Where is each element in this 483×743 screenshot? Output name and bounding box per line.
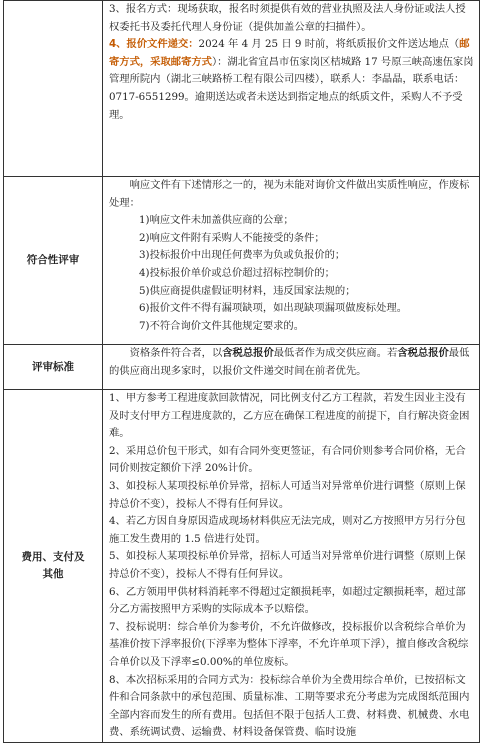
fees-item: 7、投标说明：综合单价为参考价，不允许做修改，投标报价以含税综合单价为基准价按下浮率报价(下浮率为整体下浮率，不允许单项下浮），擅自修改含税综合单价以及下浮率≤0.00%的单位废标。 (109, 620, 469, 668)
submission-label-cell (4, 1, 103, 177)
submission-content-cell (103, 1, 480, 177)
fees-label (4, 390, 103, 743)
compliance-item: 4)投标报价单价或总价超过招标控制价的； (139, 266, 335, 279)
fees-item: 5、如投标人某项投标单价异常，招标人可适当对异常单价进行调整（原则上保持总价不变），投标人不得有任何异议。 (109, 550, 466, 580)
fees-item: 2、采用总价包干形式，如有合同外变更签证，有合同价则参考合同价格，无合同价则按定额价下浮 20%计价。 (109, 444, 466, 475)
submission-address-text: ）：湖北省宜昌市伍家岗区桔城路 17 号原三峡高速伍家岗管理所院内（湖北三峡路桥工程有限公司四楼），联系人：李晶晶，联系电话：0717-6551299。逾期送达或者未送达到指定地点的纸质文件，采购人不予受理。 (109, 55, 474, 121)
registration-method-text: 3、报名方式：现场获取，报名时须提供有效的营业执照及法人身份证或法人授权委托书及委托代理人身份证（提供加盖公章的扫描件）。 (109, 3, 466, 33)
compliance-intro: 响应文件有下述情形之一的，视为未能对询价文件做出实质性响应，作废标处理： (109, 179, 470, 209)
fees-item: 4、若乙方因自身原因造成现场材料供应无法完成，则对乙方按照甲方另行分包施工发生费用的 1.5 倍进行处罚。 (109, 515, 466, 545)
submission-heading: 4、报价文件递交： (109, 38, 199, 51)
fees-content-cell (103, 390, 480, 743)
fees-label-line-2: 其他 (42, 567, 64, 580)
criteria-bold-2: 含税总报价 (397, 347, 449, 359)
criteria-label: 评审标准 (4, 345, 103, 390)
procurement-terms-table (3, 0, 480, 743)
criteria-text (109, 345, 475, 380)
fees-label-line-1: 费用、支付及 (21, 550, 85, 563)
criteria-part-1: 资格条件符合者，以 (129, 347, 223, 359)
compliance-item: 6)报价文件不得有漏项缺项，如出现缺项漏项做废标处理。 (139, 302, 407, 315)
compliance-item: 3)投标报价中出现任何费率为负或负报价的； (139, 249, 346, 262)
criteria-part-3: 最低的供应商出现多家时，以报价文件递交时间在前者优先。 (109, 347, 470, 377)
criteria-part-2: 最低者作为成交供应商。若 (273, 347, 398, 359)
compliance-row (4, 177, 480, 345)
compliance-item: 2)响应文件附有采购人不能接受的条件； (139, 231, 325, 244)
criteria-row (4, 345, 480, 390)
compliance-label: 符合性评审 (4, 177, 103, 345)
compliance-content-cell (103, 177, 480, 345)
fees-item: 8、本次招标采用的合同方式为：投标综合单价为全费用综合单价，已按招标文件和合同条款中的承包范围、质量标准、工期等要求充分考虑为完成图纸范围内全部内容而发生的所有费用。包括但不限于包括人工费、材料费、机械费、水电费、系统调试费、运输费、材料设备保管费、临时设施 (109, 673, 470, 739)
submission-row (4, 1, 480, 177)
mail-method-text: 邮寄方式，采取邮寄方式 (109, 38, 470, 68)
fees-row (4, 390, 480, 743)
fees-item: 6、乙方领用甲供材料消耗率不得超过定额损耗率，如超过定额损耗率，超过部分乙方需按照甲方采购的实际成本予以赔偿。 (109, 585, 466, 616)
criteria-bold-1: 含税总报价 (222, 347, 274, 359)
submission-deadline-text: 2024 年 4 月 25 日 9 时前，将纸质报价文件送达地点（ (198, 38, 460, 51)
submission-method-paragraph (109, 36, 475, 124)
compliance-item: 1)响应文件未加盖供应商的公章； (139, 214, 294, 227)
fees-item: 3、如投标人某项投标单价异常，招标人可适当对异常单价进行调整（原则上保持总价不变），投标人不得有任何异议。 (109, 479, 466, 510)
criteria-content-cell (103, 345, 480, 390)
compliance-item: 7)不符合询价文件其他规定要求的。 (139, 319, 305, 332)
fees-item: 1、甲方参考工程进度款回款情况，同比例支付乙方工程款，若发生因业主没有及时支付甲方工程进度款的，乙方应在确保工程进度的前提下，自行解决资金困难。 (109, 392, 470, 440)
compliance-item: 5)供应商提供虚假证明材料，违反国家法规的； (139, 284, 356, 297)
